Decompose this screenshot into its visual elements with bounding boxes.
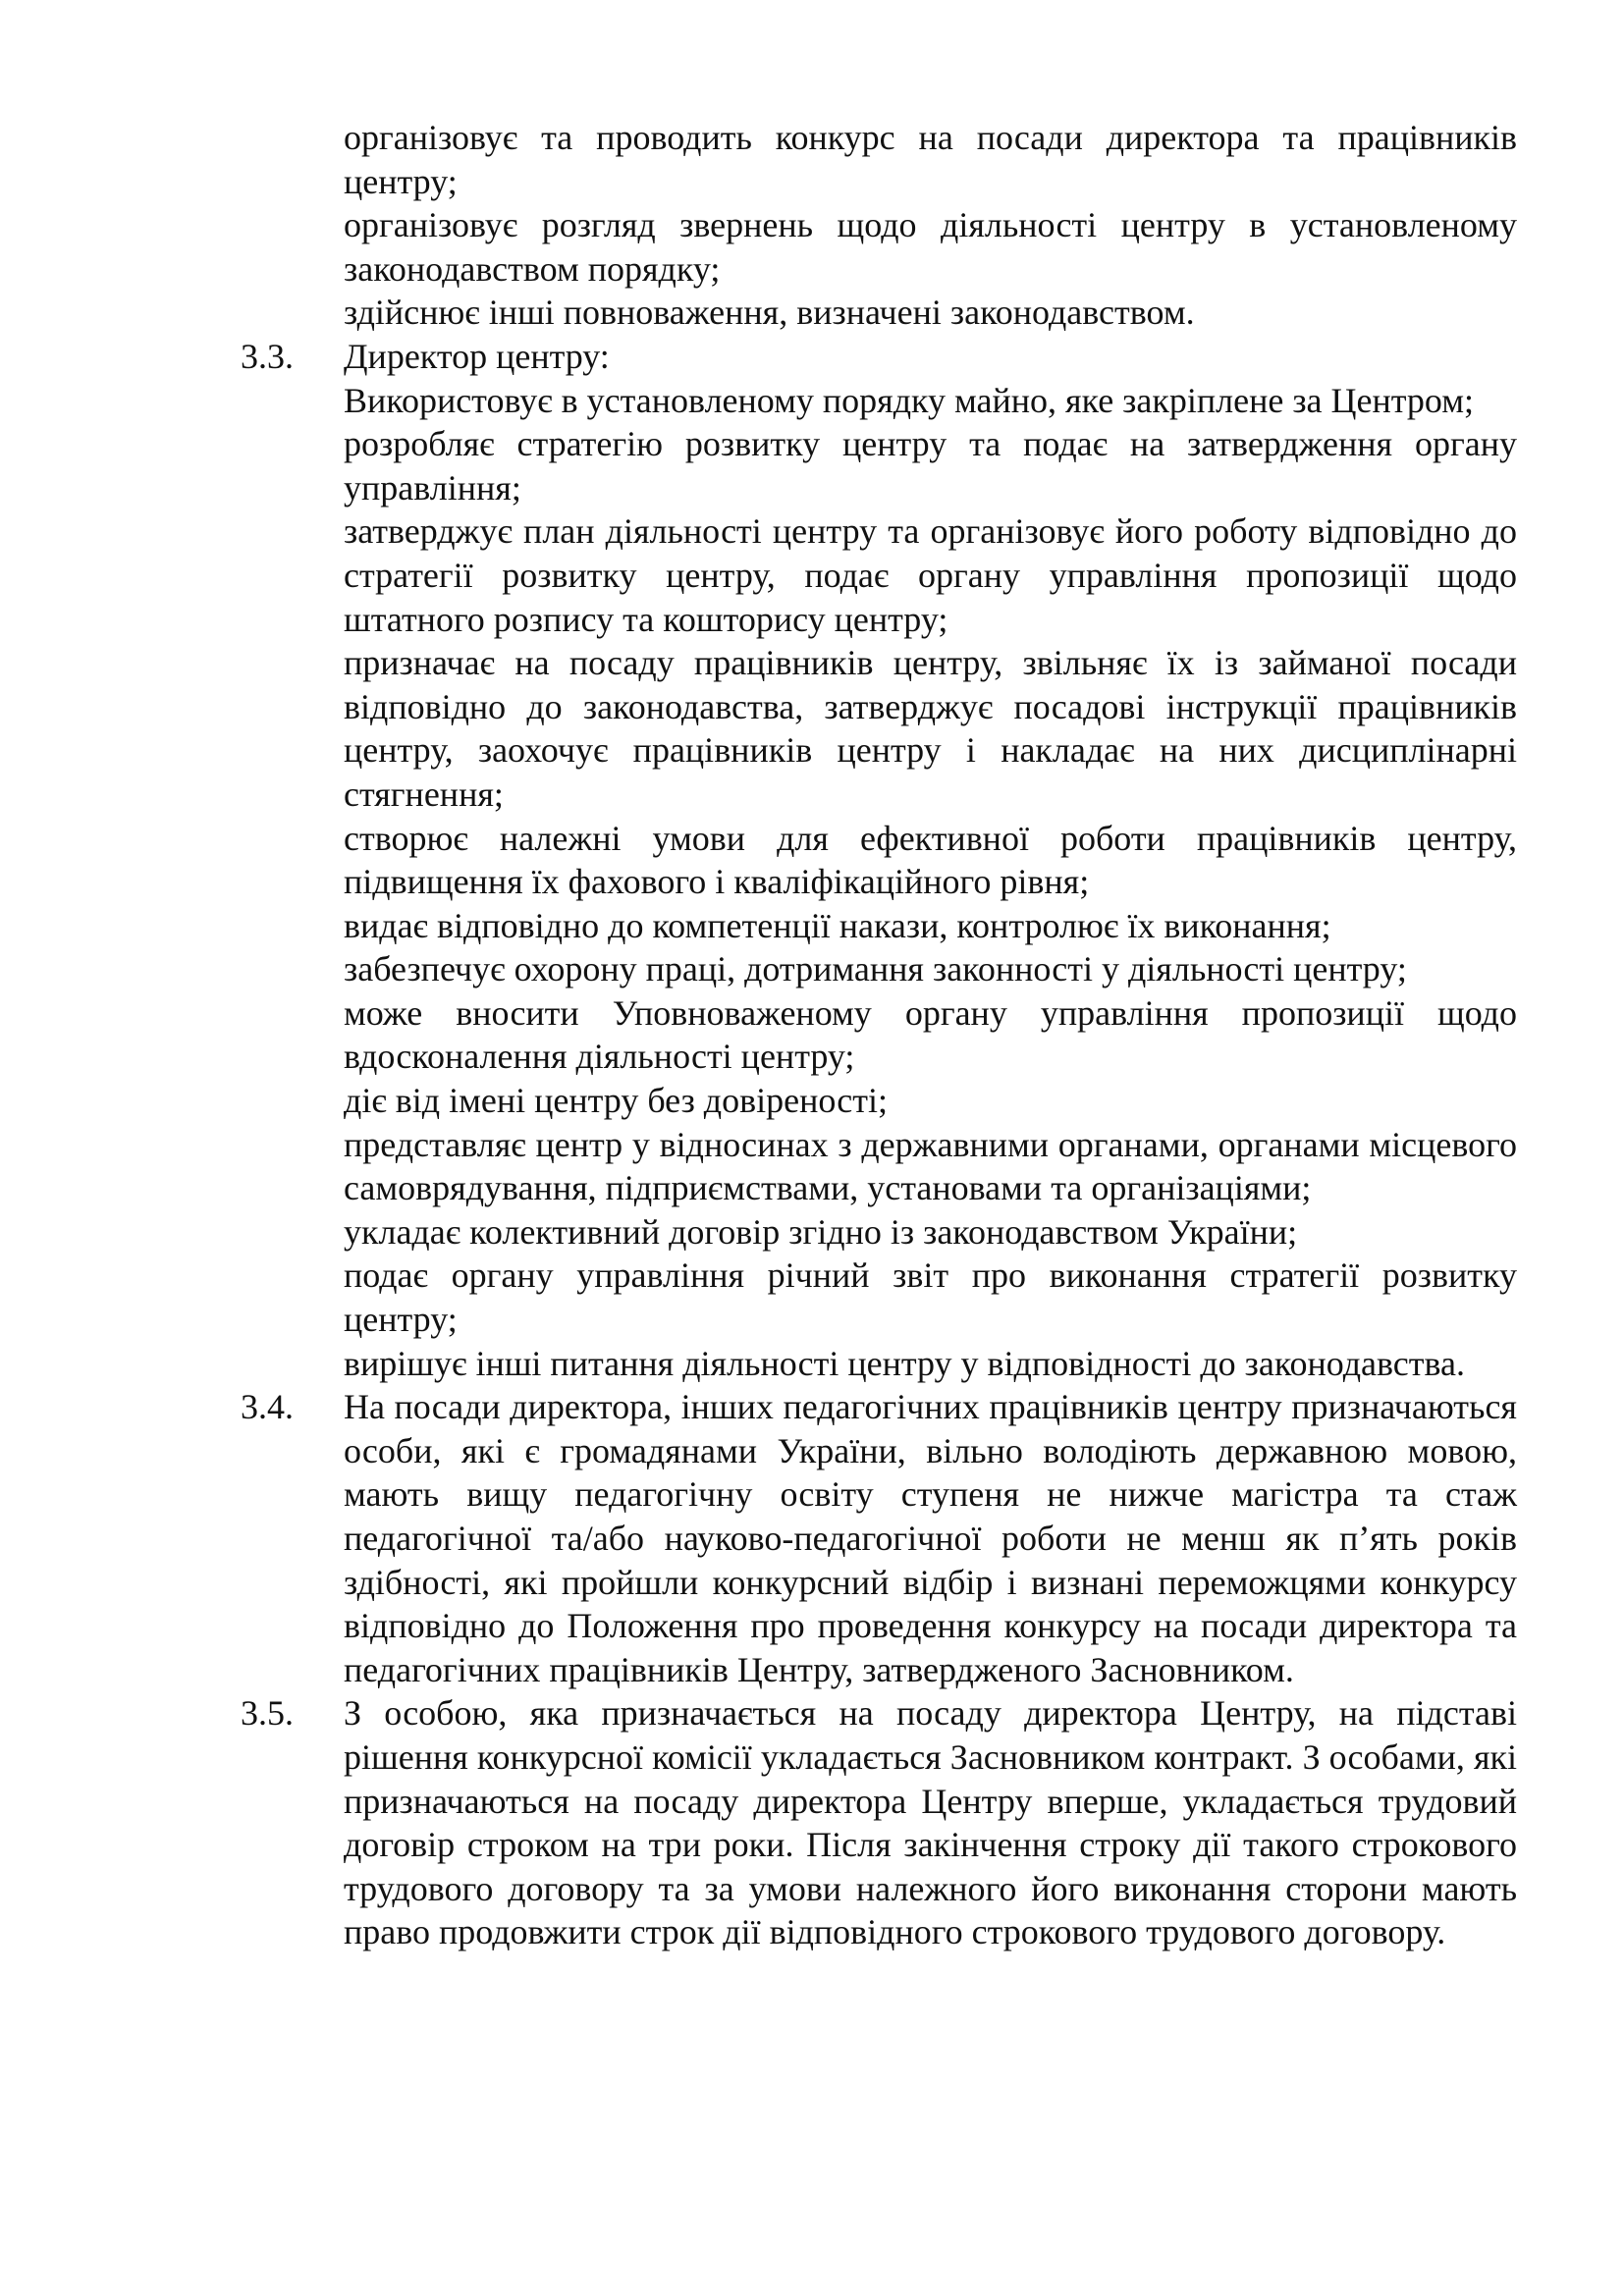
section-3-3: [241, 335, 1517, 1385]
list-item: видає відповідно до компетенції накази, контролює їх виконання;: [344, 905, 1331, 945]
list-item: затверджує план діяльності центру та організовує його роботу відповідно до стратегії розвитку центру, подає органу управління пропозиції щодо штатного розпису та кошторису центру;: [344, 511, 1517, 639]
list-item: організовує розгляд звернень щодо діяльності центру в установленому законодавством порядку;: [344, 205, 1517, 289]
list-item: розробляє стратегію розвитку центру та подає на затвердження органу управління;: [344, 424, 1517, 507]
section-3-5: [241, 1691, 1517, 1954]
list-item: призначає на посаду працівників центру, звільняє їх із займаної посади відповідно до законодавства, затверджує посадові інструкції працівників центру, заохочує працівників центру і накладає на них дисциплінарні стягнення;: [344, 643, 1517, 814]
list-item: укладає колективний договір згідно із законодавством України;: [344, 1211, 1298, 1252]
list-item: забезпечує охорону праці, дотримання законності у діяльності центру;: [344, 949, 1407, 989]
section-number: 3.5.: [241, 1693, 294, 1734]
section-text: На посади директора, інших педагогічних працівників центру призначаються особи, які є громадянами України, вільно володіють державною мовою, мають вищу педагогічну освіту ступеня не нижче магістра та стаж педагогічної та/або науково-педагогічної роботи не менш як п’ять років здібності, які пройшли конкурсний відбір і визнані переможцями конкурсу відповідно до Положення про проведення конкурсу на посади директора та педагогічних працівників Центру, затвердженого Засновником.: [344, 1387, 1517, 1689]
section-number: 3.3.: [241, 336, 294, 376]
section-number: 3.4.: [241, 1387, 294, 1427]
list-item: може вносити Уповноваженому органу управління пропозиції щодо вдосконалення діяльності центру;: [344, 992, 1517, 1077]
list-item: вирішує інші питання діяльності центру у відповідності до законодавства.: [344, 1343, 1466, 1383]
document-body: [241, 116, 1517, 1954]
list-item: Використовує в установленому порядку майно, яке закріплене за Центром;: [344, 380, 1475, 420]
list-item: створює належні умови для ефективної роботи працівників центру, підвищення їх фахового і кваліфікаційного рівня;: [344, 818, 1517, 902]
section-3-4: [241, 1385, 1517, 1691]
list-item: подає органу управління річний звіт про виконання стратегії розвитку центру;: [344, 1255, 1517, 1340]
list-item: представляє центр у відносинах з державними органами, органами місцевого самоврядування, підприємствами, установами та організаціями;: [344, 1124, 1517, 1208]
section-text: З особою, яка призначається на посаду директора Центру, на підставі рішення конкурсної комісії укладається Засновником контракт. З особами, які призначаються на посаду директора Центру вперше, укладається трудовий договір строком на три роки. Після закінчення строку дії такого строкового трудового договору та за умови належного його виконання сторони мають право продовжити строк дії відповідного строкового трудового договору.: [344, 1693, 1517, 1952]
list-item: діє від імені центру без довіреності;: [344, 1081, 888, 1121]
intro-list: [241, 116, 1517, 335]
list-item: організовує та проводить конкурс на посади директора та працівників центру;: [344, 118, 1517, 201]
list-item: здійснює інші повноваження, визначені законодавством.: [344, 293, 1195, 333]
section-heading: Директор центру:: [344, 336, 610, 376]
